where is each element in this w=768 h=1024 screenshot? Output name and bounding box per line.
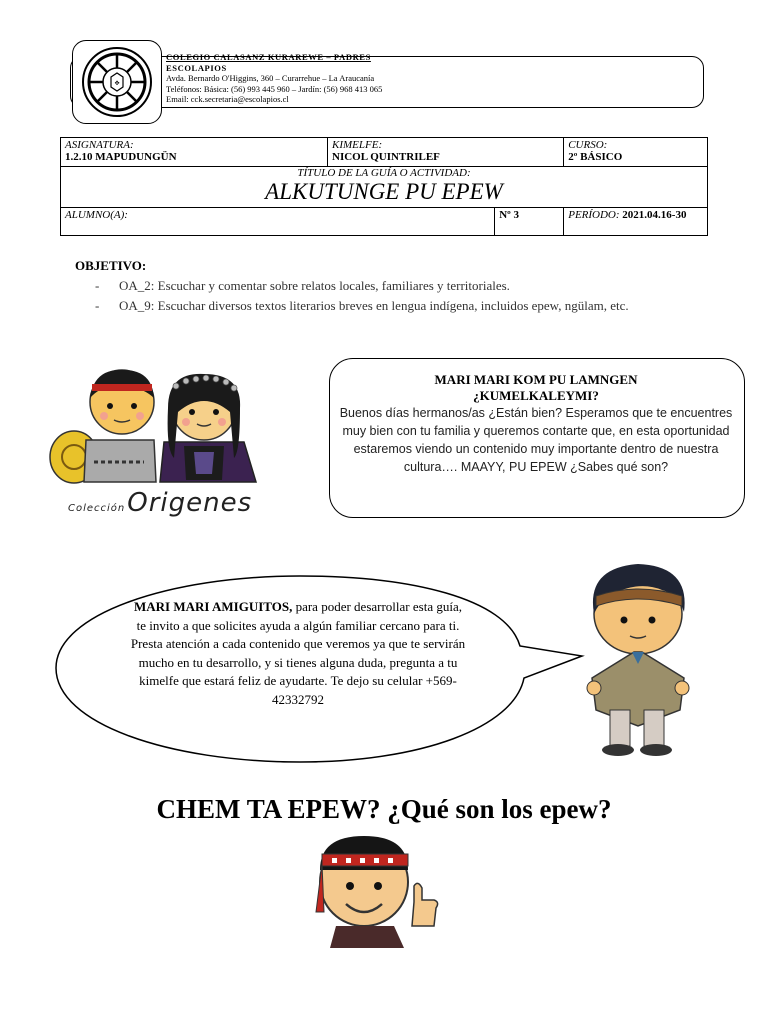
school-name: COLEGIO CALASANZ KURAREWE – PADRES: [166, 52, 371, 62]
school-seal-icon: [73, 41, 161, 123]
alumno-label: ALUMNO(A):: [65, 209, 128, 221]
asignatura-cell: [61, 138, 328, 167]
instructions-greeting: MARI MARI AMIGUITOS,: [134, 599, 293, 614]
school-phones: Teléfonos: Básica: (56) 993 445 960 – Jardín: (56) 968 413 065: [166, 83, 383, 94]
titulo-cell: [61, 167, 708, 208]
mapuche-children-illustration: [44, 362, 260, 492]
instructions-body: para poder desarrollar esta guía, te invito a que solicites ayuda a algún familiar cercano para ti. Presta atención a cada contenido que veremos ya que te servirán mucho en tu desarrollo, y si tienes alguna duda, pregunta a tu kimelfe que estará feliz de ayudarte. Te dejo su celular +569-42332792: [130, 599, 466, 707]
periodo-cell: [564, 208, 708, 236]
thumbs-up-boy-illustration: [306, 830, 446, 948]
guia-number: Nº 3: [499, 209, 520, 221]
curso-label: CURSO:: [568, 139, 608, 151]
titulo-label: TÍTULO DE LA GUÍA O ACTIVIDAD:: [297, 167, 471, 179]
instructions-text: [128, 598, 468, 709]
school-info: [166, 52, 382, 105]
school-address: Avda. Bernardo O'Higgins, 360 – Curarrehue – La Araucanía: [166, 73, 375, 83]
kimelfe-value: NICOL QUINTRILEF: [332, 151, 440, 163]
greeting-body: Buenos días hermanos/as ¿Están bien? Esperamos que te encuentres muy bien con tu familia y queremos contarte que, en esta oportunidad estaremos viendo un contenido muy importante dentro de nuestra cultura…. MAAYY, PU EPEW ¿Sabes qué son?: [339, 406, 733, 474]
boy-character-illustration: [578, 560, 698, 764]
school-logo: [72, 40, 162, 124]
kimelfe-cell: [328, 138, 564, 167]
section-heading: CHEM TA EPEW? ¿Qué son los epew?: [156, 794, 612, 824]
objective-heading: OBJETIVO:: [75, 258, 147, 273]
asignatura-value: 1.2.10 MAPUDUNGÜN: [65, 151, 177, 163]
periodo-label: PERÍODO:: [568, 209, 620, 221]
greeting-text: [338, 372, 734, 476]
curso-cell: [564, 138, 708, 167]
svg-text:✥: ✥: [114, 80, 120, 87]
periodo-value: 2021.04.16-30: [622, 209, 687, 221]
curso-value: 2º BÁSICO: [568, 151, 623, 163]
school-email: Email: cck.secretaria@escolapios.cl: [166, 94, 289, 104]
greeting-question: ¿KUMELKALEYMI?: [473, 388, 599, 403]
greeting-title: MARI MARI KOM PU LAMNGEN: [434, 372, 638, 387]
list-item: - OA_2: Escuchar y comentar sobre relatos locales, familiares y territoriales.: [95, 278, 510, 293]
info-table: [60, 137, 708, 236]
alumno-cell: [61, 208, 495, 236]
list-item: - OA_9: Escuchar diversos textos literarios breves en lengua indígena, incluidos epew, ngülam, etc.: [95, 298, 629, 313]
asignatura-label: ASIGNATURA:: [65, 139, 134, 151]
origenes-logo: ColecciónOrigenes: [68, 488, 253, 518]
titulo-value: ALKUTUNGE PU EPEW: [265, 179, 503, 204]
school-name-cont: ESCOLAPIOS: [166, 62, 227, 73]
objective-list: [95, 276, 693, 316]
kimelfe-label: KIMELFE:: [332, 139, 383, 151]
numero-cell: [495, 208, 564, 236]
